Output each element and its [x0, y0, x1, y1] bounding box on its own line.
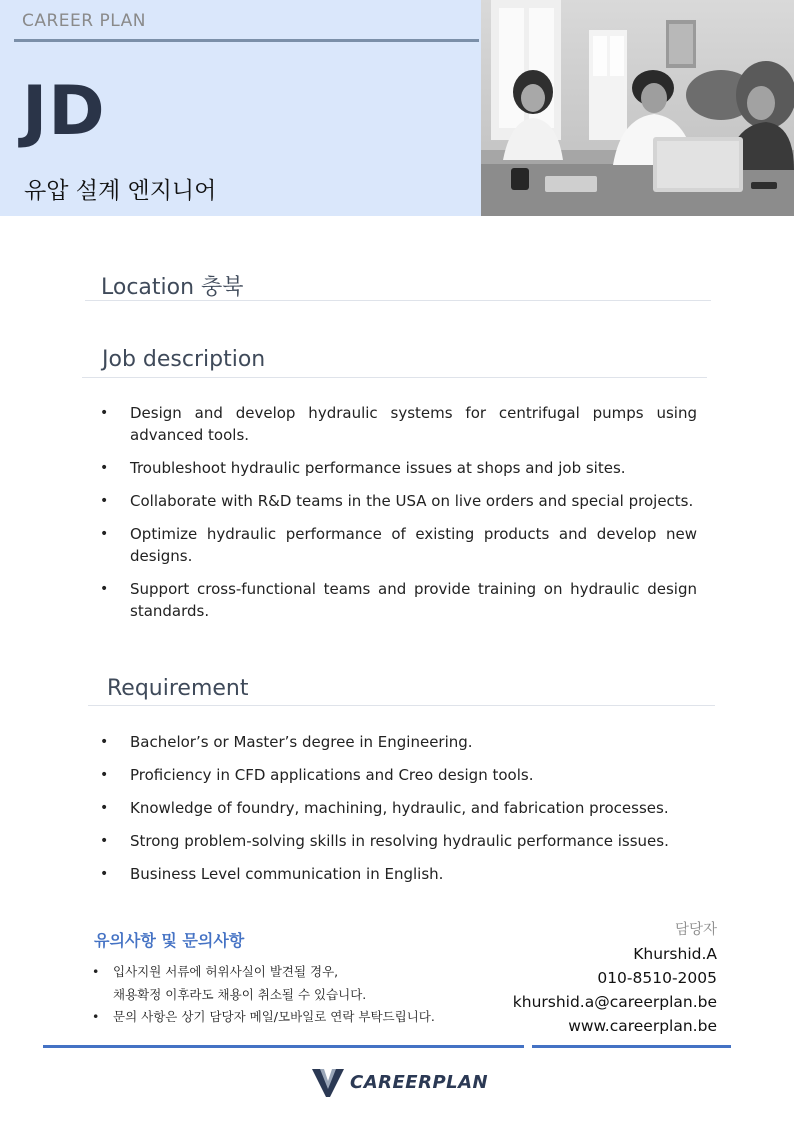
page-title: JD	[22, 72, 106, 151]
list-item: • Troubleshoot hydraulic performance issues at shops and job sites.	[100, 457, 697, 479]
header-panel	[0, 0, 481, 216]
requirement-list	[100, 731, 710, 896]
location-heading: Location 충북	[101, 275, 244, 300]
list-item: • Optimize hydraulic performance of existing products and develop new designs.	[100, 523, 697, 567]
list-item: • Collaborate with R&D teams in the USA on live orders and special projects.	[100, 490, 697, 512]
list-item: • Business Level communication in English.	[100, 863, 710, 885]
footer-divider-left	[43, 1045, 524, 1048]
list-item: • 입사지원 서류에 허위사실이 발견될 경우,	[92, 958, 435, 985]
list-item-continuation: 채용확정 이후라도 채용이 취소될 수 있습니다.	[113, 987, 367, 1002]
contact-name: Khurshid.A	[633, 945, 717, 963]
list-item: • Bachelor’s or Master’s degree in Engineering.	[100, 731, 710, 753]
requirement-divider	[88, 705, 715, 706]
contact-block	[513, 918, 717, 1038]
job-description-divider	[82, 377, 707, 378]
job-description-list	[100, 402, 697, 633]
careerplan-logo-icon	[312, 1067, 344, 1097]
list-item: • Design and develop hydraulic systems for centrifugal pumps using advanced tools.	[100, 402, 697, 446]
notice-list	[92, 958, 435, 1030]
job-title: 유압 설계 엔지니어	[24, 178, 217, 204]
brand-label: CAREER PLAN	[22, 11, 146, 31]
list-item: • Proficiency in CFD applications and Creo design tools.	[100, 764, 710, 786]
location-divider	[85, 300, 711, 301]
contact-email[interactable]: khurshid.a@careerplan.be	[512, 993, 717, 1011]
job-description-heading: Job description	[102, 347, 266, 372]
notice-title: 유의사항 및 문의사항	[94, 931, 245, 950]
list-item: • 문의 사항은 상기 담당자 메일/모바일로 연락 부탁드립니다.	[92, 1003, 435, 1030]
contact-phone[interactable]: 010-8510-2005	[597, 969, 717, 987]
contact-website[interactable]: www.careerplan.be	[568, 1017, 717, 1035]
careerplan-logo	[312, 1067, 488, 1097]
list-item: • Support cross-functional teams and provide training on hydraulic design standards.	[100, 578, 697, 622]
team-meeting-photo	[481, 0, 794, 216]
requirement-heading: Requirement	[107, 676, 249, 701]
list-item: • Knowledge of foundry, machining, hydraulic, and fabrication processes.	[100, 797, 710, 819]
footer-divider-right	[532, 1045, 731, 1048]
brand-divider	[14, 39, 479, 42]
logo-text: CAREERPLAN	[350, 1071, 489, 1093]
contact-role: 담당자	[674, 922, 717, 938]
list-item: • Strong problem-solving skills in resolving hydraulic performance issues.	[100, 830, 710, 852]
